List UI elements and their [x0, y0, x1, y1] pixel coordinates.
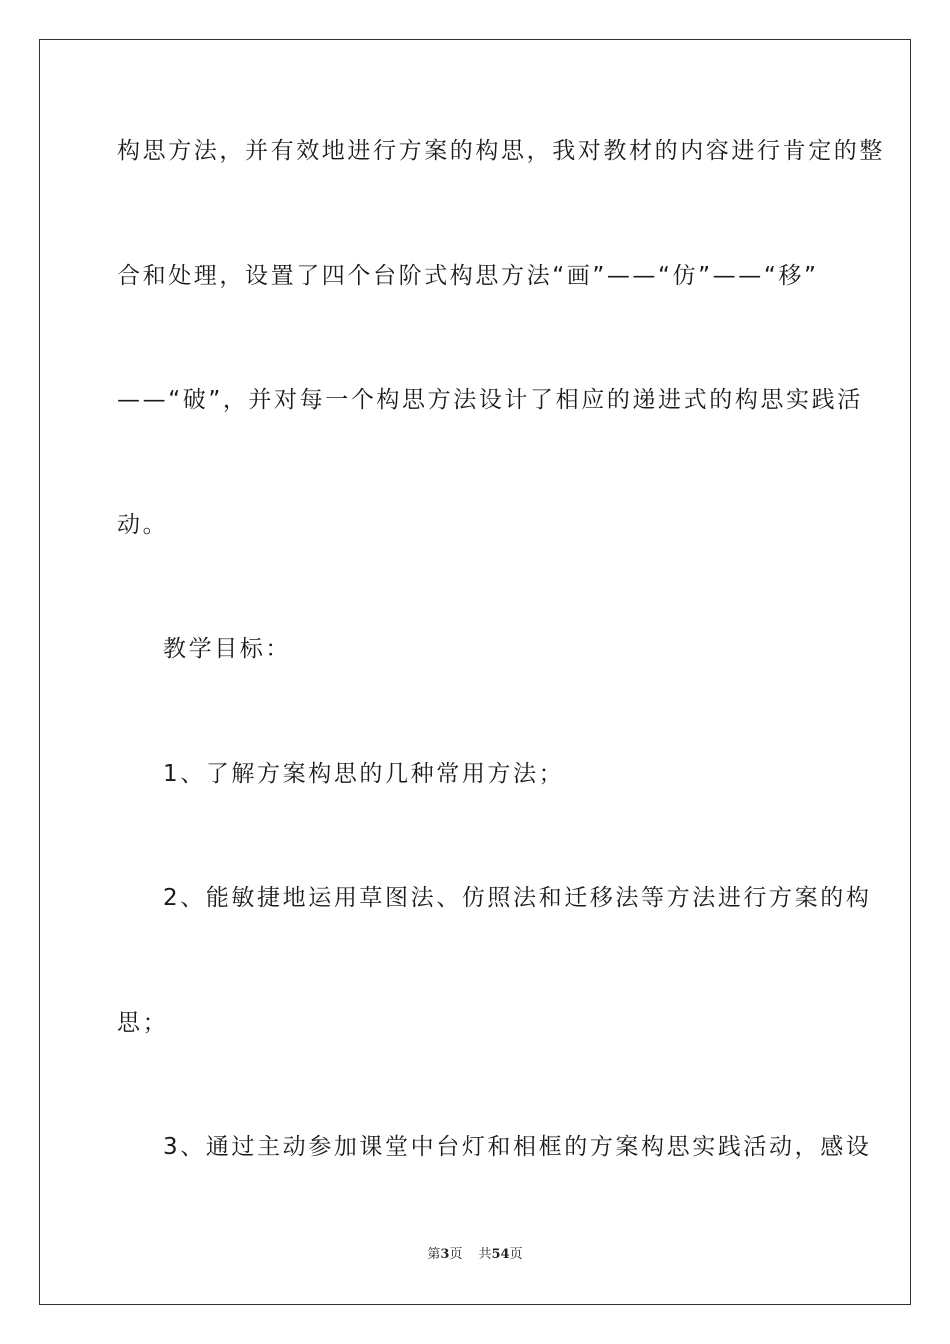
- body-text-line: 合和处理，设置了四个台阶式构思方法“画”——“仿”——“移”: [117, 263, 819, 289]
- list-item: 1、了解方案构思的几种常用方法；: [163, 761, 565, 787]
- total-pages-label: 共54页: [478, 1247, 523, 1262]
- list-item-continuation: 思；: [117, 1010, 169, 1036]
- body-text-line: 动。: [117, 512, 169, 538]
- page-number-label: 第3页: [427, 1247, 463, 1262]
- body-text-line: ——“破”，并对每一个构思方法设计了相应的递进式的构思实践活: [117, 387, 863, 413]
- section-heading: 教学目标：: [163, 636, 291, 662]
- page-footer: [0, 1245, 950, 1265]
- page-border: [39, 39, 911, 1305]
- list-item: 2、能敏捷地运用草图法、仿照法和迁移法等方法进行方案的构: [163, 885, 872, 911]
- list-item: 3、通过主动参加课堂中台灯和相框的方案构思实践活动，感设: [163, 1134, 872, 1160]
- body-text-line: 构思方法，并有效地进行方案的构思，我对教材的内容进行肯定的整: [117, 138, 885, 164]
